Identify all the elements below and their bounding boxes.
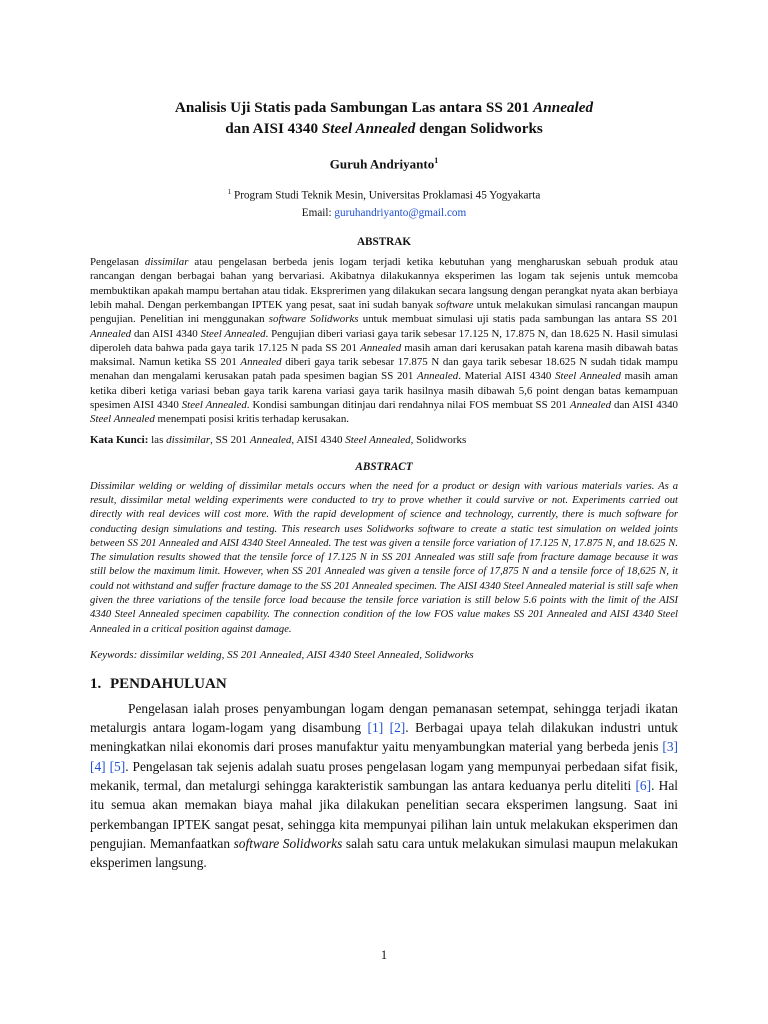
kata-kunci-text <box>148 434 466 446</box>
text-segment: atau pengelasan berbeda jenis logam terjadi ketika kebutuhan yang mengharuskan sebuah produk atau rancangan dengan berbagai bahan yang bervariasi. Akibatnya dilakukannya eksperimen las logam tak sejenis untuk memcoba membuktikan apakah mampu bertahan atau tidak. Eksprerimen yang dilakukan secara langsung dengan perangkat nyata akan berbiaya lebih mahal. Dengan perkembangan IPTEK yang pesat, saat ini sudah banyak <box>90 256 678 311</box>
text-segment: dan AISI 4340 <box>131 327 201 340</box>
text-segment: untuk melakukan simulasi rancangan maupun pengujian. Penelitian ini menggunakan <box>90 298 678 326</box>
text-segment: diberi gaya tarik sebesar 17.875 N dan gaya tarik sebesar 18.625 N sudah tidak mampu menahan dan mengalami kerusakan patah pada spesimen bagian SS 201 <box>90 356 678 383</box>
section-body <box>90 699 678 873</box>
italic-text: software <box>436 298 474 311</box>
text-segment: Pengelasan <box>90 256 145 269</box>
email-link[interactable]: guruhandriyanto@gmail.com <box>334 207 467 220</box>
keywords: Keywords: dissimilar welding, SS 201 Annealed, AISI 4340 Steel Annealed, Solidworks <box>90 648 474 661</box>
title-text: Analisis Uji Statis pada Sambungan Las antara SS 201 <box>174 99 534 116</box>
text-segment: , SS 201 <box>210 433 250 446</box>
italic-text: dissimilar <box>166 433 211 446</box>
kata-kunci <box>90 433 678 447</box>
author-sup: 1 <box>434 156 439 165</box>
italic-text: dissimilar <box>144 256 189 269</box>
citation-link[interactable]: [6] <box>635 778 652 794</box>
text-segment: . Hal itu semua akan memakan biaya mahal jika dilakukan penelitian secara eksperimen langsung. Saat ini perkembangan IPTEK sangat pesat, sehingga kita mempunyai pilihan lain untuk melakukan eksperimen dan pengujian. Memanfaatkan <box>90 778 679 851</box>
text-segment: . Material AISI 4340 <box>458 370 556 383</box>
text-segment: , AISI 4340 <box>291 433 346 446</box>
italic-text: Annealed <box>417 370 459 383</box>
italic-text: Steel Annealed <box>181 399 247 412</box>
paper-title <box>90 97 678 139</box>
italic-text: Steel Annealed <box>90 413 155 426</box>
text-segment: untuk membuat simulasi uji statis pada sambungan las antara SS 201 <box>358 313 678 326</box>
abstrak-heading: ABSTRAK <box>356 236 412 249</box>
citation-link[interactable]: [1] <box>367 720 384 736</box>
text-segment: salah satu cara untuk melakukan simulasi maupun melakukan eksperimen langsung. <box>90 835 678 871</box>
citation-link[interactable]: [4] <box>90 758 106 774</box>
text-segment: , Solidworks <box>410 433 467 446</box>
text-segment: Pengelasan ialah proses penyambungan logam dengan pemanasan setempat, sehingga terjadi ikatan metalurgis antara logam-logam yang disambung <box>90 700 678 736</box>
italic-text: Annealed <box>240 356 282 369</box>
paper-page <box>90 97 678 873</box>
text-segment: . Kondisi sambungan ditinjau dari rendahnya nilai FOS membuat SS 201 <box>246 399 570 412</box>
text-segment: masih aman dari kerusakan patah karena masih dibawah batas maksimal. Namun ketika SS 201 <box>90 341 678 369</box>
italic-text: Annealed <box>569 399 612 412</box>
italic-text: Annealed <box>249 433 292 446</box>
author-name: Guruh Andriyanto <box>329 156 435 172</box>
email-label: Email: <box>301 207 335 220</box>
citation-link[interactable]: [5] <box>109 758 126 774</box>
text-segment: . Pengelasan tak sejenis adalah suatu proses pengelasan logam yang mempunyai perbedaan sifat fisik, mekanik, termal, dan metalurgi sehingga karakteristik sambungan las antara keduanya perlu diteliti <box>90 758 678 794</box>
text-segment: masih aman ketika diberi ketiga variasi beban gaya tarik karena variasi gaya tarik hasilnya masih dibawah 5,6 point dengan batas kemampuan spesimen AISI 4340 <box>90 370 678 412</box>
italic-text: Annealed <box>90 327 132 340</box>
kata-kunci-label: Kata Kunci: <box>90 433 149 446</box>
italic-text: software Solidworks <box>233 835 343 851</box>
abstract-heading: ABSTRACT <box>355 460 413 473</box>
italic-text: Annealed <box>360 341 402 354</box>
italic-text: Steel Annealed <box>345 433 411 446</box>
text-segment: . Pengujian diberi variasi gaya tarik sebesar 17.125 N, 17.875 N, dan 18.625 N. Hasil simulasi diperoleh data bahwa pada gaya tarik 17.125 N pada SS 201 <box>90 327 678 354</box>
title-text: Steel Annealed <box>321 120 416 137</box>
section-title: PENDAHULUAN <box>110 675 227 692</box>
citation-link[interactable]: [3] <box>662 739 678 755</box>
text-segment: . Berbagai upaya telah dilakukan industri untuk meningkatkan nilai ekonomis dari proses manufaktur yaitu menyambungkan material yang berbeda jenis <box>90 720 679 755</box>
page-number: 1 <box>380 948 388 962</box>
affiliation-sup: 1 <box>227 188 232 197</box>
italic-text: Steel Annealed <box>555 370 621 383</box>
affiliation <box>90 184 678 222</box>
title-text: dengan Solidworks <box>415 120 543 137</box>
text-segment: las <box>148 433 167 446</box>
abstract-body: Dissimilar welding or welding of dissimilar metals occurs when the need for a product or design with various materials varies. As a result, dissimilar metal welding experiments were conducted to try to prove whether it could survive or not. Experiments carried out directly with real devices will cost more. With the rapid development of science and technology, currently, there is much software for conducting design simulations and testing. This research uses Solidworks software to create a static test simulation on welded joints between SS 201 Annealed and AISI 4340 Steel Annealed. The test was given a tensile force variation of 17.125 N, 17.875 N, and 18.625 N. The simulation results showed that the tensile force of 17.125 N in SS 201 Annealed was still safe from fracture damage because it was still below the maximum limit. However, when SS 201 Annealed was given a tensile force of 17,875 N and a tensile force of 18,625 N, it could not withstand and suffer fracture damage to the SS 201 Annealed specimen. The AISI 4340 Steel Annealed material is still safe when given the three variations of the tensile force load because the tensile force variation is still below 5.6 points with the limit of the AISI 4340 Steel Annealed specimen capability. The connection condition of the low FOS value makes SS 201 Annealed and AISI 4340 Steel Annealed in a critical position against damage. <box>90 480 678 635</box>
italic-text: Steel Annealed <box>200 327 266 340</box>
text-segment: menempati posisi kritis terhadap kerusakan. <box>154 413 349 426</box>
text-segment: dan AISI 4340 <box>611 399 678 412</box>
title-text: dan AISI 4340 <box>225 120 322 137</box>
author <box>90 156 678 172</box>
section-number: 1. <box>90 675 102 692</box>
section-heading <box>90 676 678 693</box>
italic-text: software Solidworks <box>268 313 359 326</box>
affiliation-text: Program Studi Teknik Mesin, Universitas Proklamasi 45 Yogyakarta <box>231 190 541 203</box>
citation-link[interactable]: [2] <box>389 720 406 736</box>
abstrak-body <box>90 255 678 427</box>
title-text: Annealed <box>533 99 594 116</box>
